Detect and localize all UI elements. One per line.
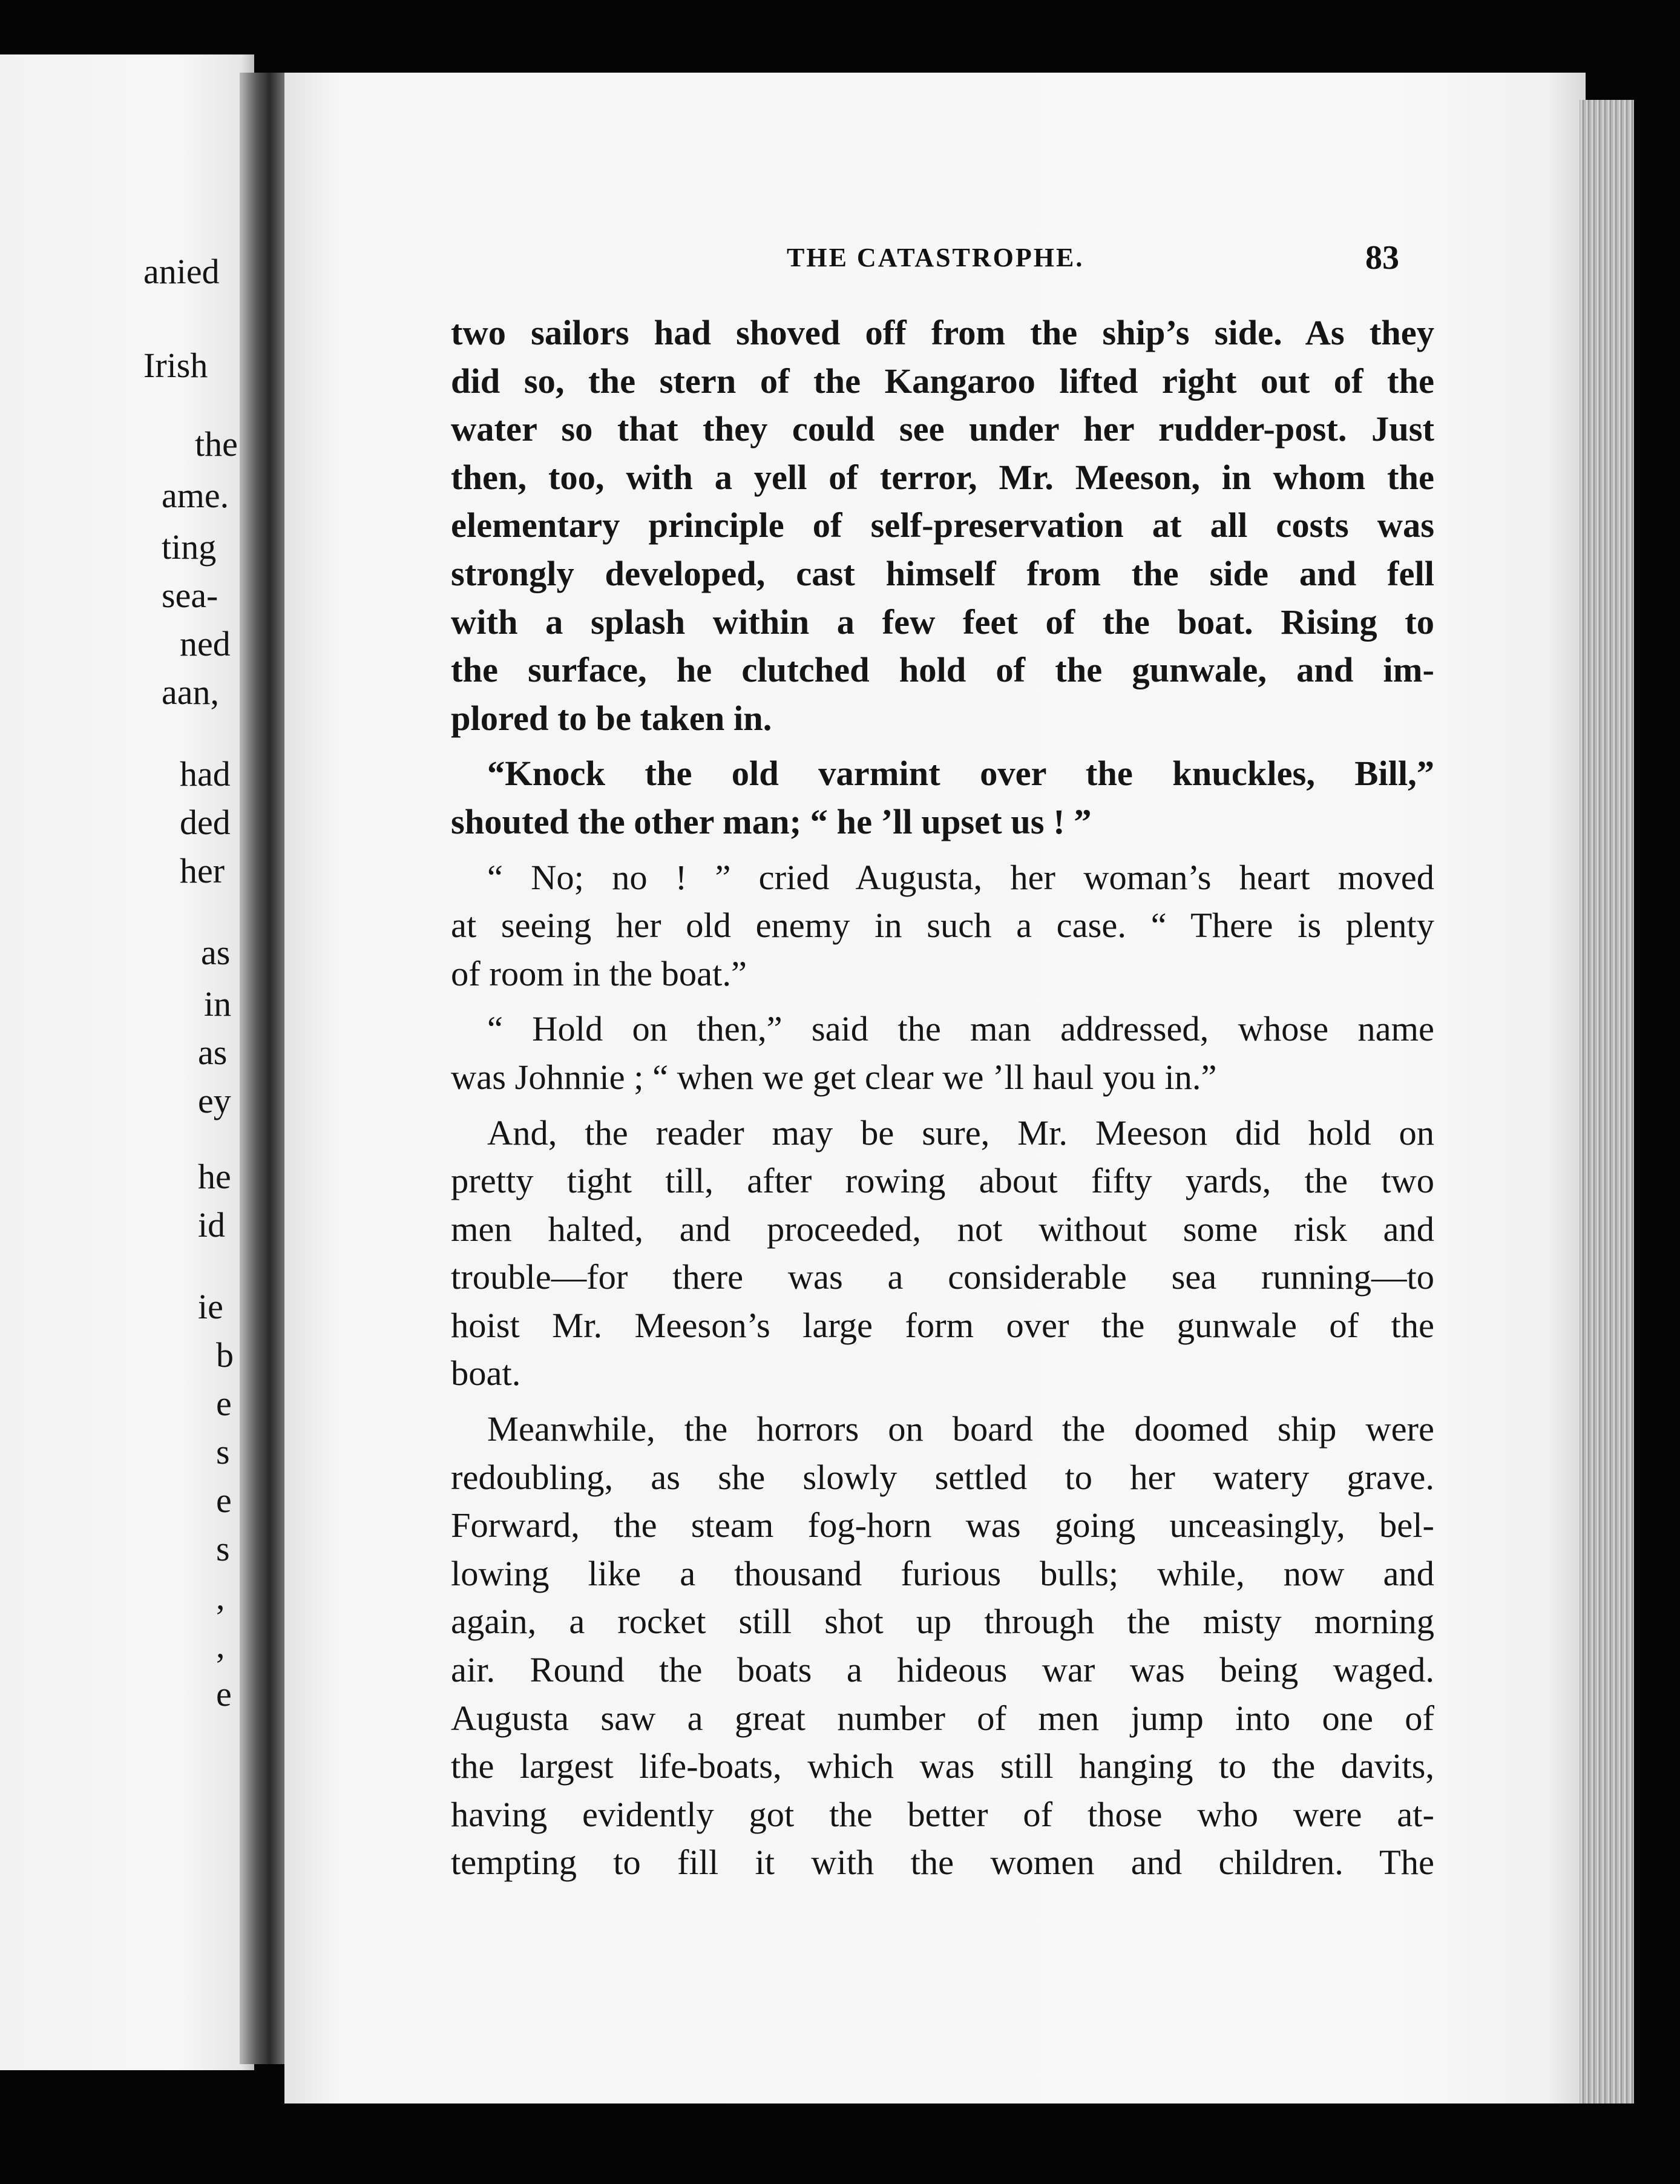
text-line: then, too, with a yell of terror, Mr. Meeson, in whom the xyxy=(451,457,1434,497)
left-page-text-fragments xyxy=(0,54,254,2070)
text-line: Meanwhile, the horrors on board the doomed ship were xyxy=(487,1409,1434,1449)
text-line: lowing like a thousand furious bulls; while, now and xyxy=(451,1553,1434,1593)
paragraph-gap xyxy=(451,742,1434,749)
left-page-fragment: s xyxy=(216,1432,230,1472)
text-line: was Johnnie ; “ when we get clear we ’ll haul you in.” xyxy=(451,1057,1217,1097)
paragraph-gap xyxy=(451,1398,1434,1405)
left-page-fragment: as xyxy=(198,1033,228,1072)
left-page-fragment: e xyxy=(216,1481,232,1520)
text-line: shouted the other man; “ he ’ll upset us ! ” xyxy=(451,801,1092,841)
paragraph-gap xyxy=(451,998,1434,1005)
text-line: at seeing her old enemy in such a case. “ There is plenty xyxy=(451,906,1434,946)
left-page-fragment: e xyxy=(216,1384,232,1423)
text-line: the surface, he clutched hold of the gunwale, and im- xyxy=(451,650,1434,690)
text-line: with a splash within a few feet of the boat. Rising to xyxy=(451,602,1434,642)
left-page-fragment: aan, xyxy=(162,673,219,712)
left-page-fragment: the xyxy=(195,424,238,464)
text-line: did so, the stern of the Kangaroo lifted right out of the xyxy=(451,361,1434,401)
left-page-fragment: , xyxy=(216,1626,225,1665)
text-line: “ No; no ! ” cried Augusta, her woman’s heart moved xyxy=(487,857,1434,897)
text-line: of room in the boat.” xyxy=(451,953,747,993)
left-page-fragment: ame. xyxy=(162,476,229,515)
text-line: two sailors had shoved off from the ship’s side. As they xyxy=(451,313,1434,352)
text-line: Augusta saw a great number of men jump into one of xyxy=(451,1698,1434,1738)
text-line: plored to be taken in. xyxy=(451,698,772,738)
left-page-fragment: had xyxy=(180,754,231,794)
text-line: tempting to fill it with the women and children. The xyxy=(451,1843,1434,1883)
left-facing-page xyxy=(0,54,254,2070)
left-page-fragment: ting xyxy=(162,527,217,567)
text-line: strongly developed, cast himself from the side and fell xyxy=(451,553,1434,593)
left-page-fragment: sea- xyxy=(162,576,218,615)
left-page-fragment: as xyxy=(201,933,231,972)
paragraph-gap xyxy=(451,1102,1434,1109)
left-page-fragment: her xyxy=(180,851,225,890)
page-number: 83 xyxy=(1365,239,1399,277)
text-line: again, a rocket still shot up through the misty morning xyxy=(451,1602,1434,1642)
text-line: boat. xyxy=(451,1353,521,1393)
text-line: redoubling, as she slowly settled to her watery grave. xyxy=(451,1457,1434,1497)
left-page-fragment: anied xyxy=(143,252,220,291)
left-page-fragment: he xyxy=(198,1157,231,1196)
left-page-fragment: id xyxy=(198,1205,226,1245)
text-line: having evidently got the better of those who were at- xyxy=(451,1794,1434,1834)
text-line: water so that they could see under her rudder-post. Just xyxy=(451,409,1434,449)
body-text xyxy=(451,309,1434,1887)
text-line: Forward, the steam fog-horn was going unceasingly, bel- xyxy=(451,1505,1434,1545)
text-line: trouble—for there was a considerable sea running—to xyxy=(451,1257,1434,1297)
text-line: “Knock the old varmint over the knuckles, Bill,” xyxy=(487,754,1434,794)
text-line: air. Round the boats a hideous war was being waged. xyxy=(451,1650,1434,1690)
left-page-fragment: b xyxy=(216,1335,234,1375)
text-line: pretty tight till, after rowing about fifty yards, the two xyxy=(451,1161,1434,1201)
text-line: elementary principle of self-preservation at all costs was xyxy=(451,505,1434,545)
left-page-fragment: e xyxy=(216,1674,232,1714)
paragraph-gap xyxy=(451,846,1434,854)
left-page-fragment: s xyxy=(216,1529,230,1568)
page-edges xyxy=(1580,100,1634,2103)
left-page-fragment: , xyxy=(216,1577,225,1617)
running-head: THE CATASTROPHE. xyxy=(787,243,1084,272)
text-line: “ Hold on then,” said the man addressed, whose name xyxy=(487,1009,1434,1049)
left-page-fragment: in xyxy=(204,984,232,1024)
left-page-fragment: ded xyxy=(180,803,231,842)
left-page-fragment: ey xyxy=(198,1081,231,1120)
text-line: And, the reader may be sure, Mr. Meeson did hold on xyxy=(487,1113,1434,1153)
text-line: hoist Mr. Meeson’s large form over the gunwale of the xyxy=(451,1305,1434,1345)
left-page-fragment: ie xyxy=(198,1287,223,1326)
left-page-fragment: ned xyxy=(180,624,231,663)
text-line: the largest life-boats, which was still hanging to the davits, xyxy=(451,1746,1434,1786)
text-line: men halted, and proceeded, not without some risk and xyxy=(451,1209,1434,1249)
left-page-fragment: Irish xyxy=(143,346,208,385)
